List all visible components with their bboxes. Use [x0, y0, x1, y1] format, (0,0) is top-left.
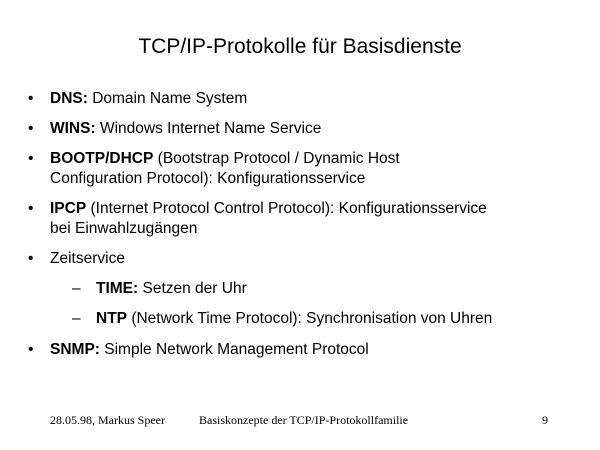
- bullet-ipcp: [28, 199, 487, 239]
- bullet-zeitservice: [28, 249, 125, 269]
- bullet-wins: [28, 119, 322, 139]
- dash-symbol: –: [72, 310, 81, 327]
- bullet-symbol: •: [28, 341, 34, 358]
- bullet-symbol: •: [28, 250, 34, 267]
- bullet-term: WINS:: [50, 120, 96, 137]
- bullet-symbol: •: [28, 90, 34, 107]
- sub-bullet-term: NTP: [96, 310, 127, 327]
- bullet-term: SNMP:: [50, 341, 100, 358]
- sub-bullet-desc: (Network Time Protocol): Synchronisation von Uhren: [131, 310, 493, 327]
- bullet-desc: Zeitservice: [50, 250, 125, 267]
- bullet-term: BOOTP/DHCP: [50, 150, 154, 167]
- bullet-snmp: [28, 340, 369, 360]
- bullet-symbol: •: [28, 200, 34, 217]
- bullet-desc: (Bootstrap Protocol / Dynamic Host: [157, 150, 400, 167]
- bullet-term: DNS:: [50, 90, 88, 107]
- bullet-desc-continued: Configuration Protocol): Konfigurationsservice: [50, 170, 366, 187]
- bullet-symbol: •: [28, 150, 34, 167]
- bullet-desc-continued: bei Einwahlzugängen: [50, 220, 198, 237]
- sub-bullet-ntp: [72, 309, 493, 329]
- bullet-desc: Windows Internet Name Service: [99, 120, 322, 137]
- dash-symbol: –: [72, 280, 81, 297]
- footer-page-number: 9: [542, 413, 548, 427]
- sub-bullet-term: TIME:: [96, 280, 139, 297]
- footer-presentation-title: Basiskonzepte der TCP/IP-Protokollfamilie: [199, 413, 409, 427]
- bullet-desc: (Internet Protocol Control Protocol): Konfigurationsservice: [90, 200, 487, 217]
- bullet-dns: [28, 89, 248, 109]
- bullet-desc: Simple Network Management Protocol: [104, 341, 369, 358]
- slide-title: TCP/IP-Protokolle für Basisdienste: [138, 35, 462, 58]
- bullet-bootp-dhcp: [28, 149, 400, 189]
- bullet-symbol: •: [28, 120, 34, 137]
- bullet-term: IPCP: [50, 200, 87, 217]
- sub-bullet-desc: Setzen der Uhr: [142, 280, 247, 297]
- sub-bullet-time: [72, 279, 247, 299]
- bullet-desc: Domain Name System: [92, 90, 248, 107]
- footer-date-author: 28.05.98, Markus Speer: [50, 413, 165, 427]
